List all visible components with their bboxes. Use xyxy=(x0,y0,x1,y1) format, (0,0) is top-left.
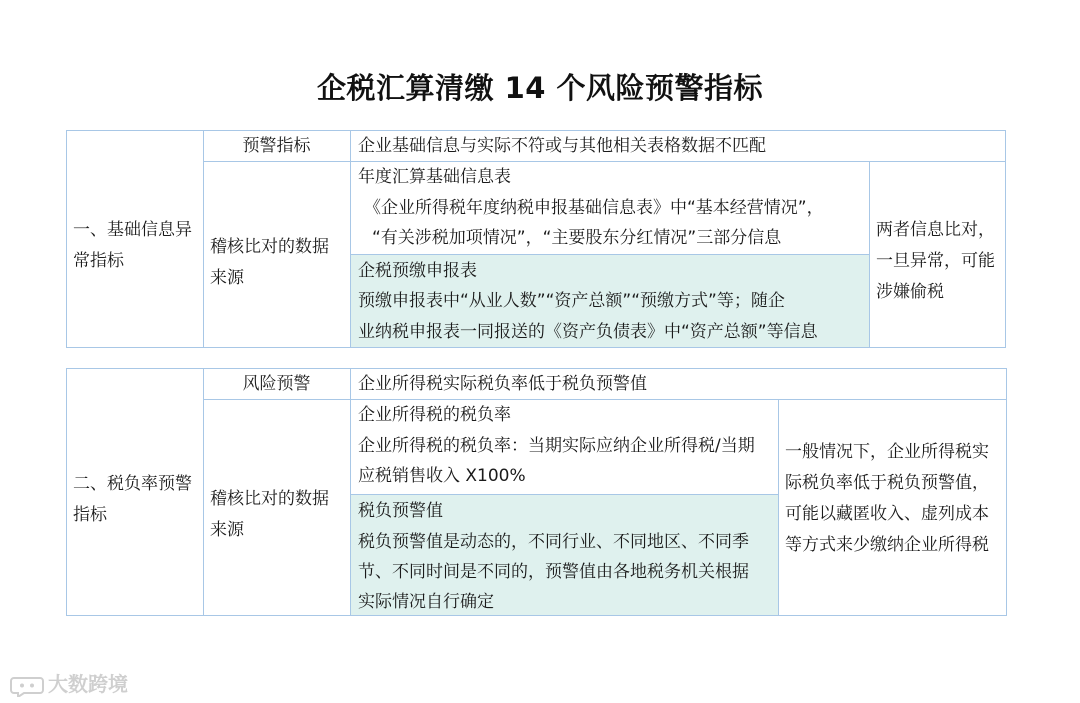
section1-source-b-text-1: 预缴申报表中“从业人数”“资产总额”“预缴方式”等；随企 xyxy=(358,291,785,311)
section1-risk-note: 两者信息比对，一旦异常，可能涉嫌偷税 xyxy=(876,220,995,302)
section1-col-label-indicator: 预警指标 xyxy=(242,136,311,156)
chat-bubble-icon xyxy=(10,675,44,697)
section1-source-b-text-2: 业纳税申报表一同报送的《资产负债表》中“资产总额”等信息 xyxy=(358,322,818,342)
section2-risk-note: 一般情况下，企业所得税实际税负率低于税负预警值，可能以藏匿收入、虚列成本等方式来少缴纳企业所得税 xyxy=(785,442,989,555)
section1-col-label-source: 稽核比对的数据来源 xyxy=(210,237,329,288)
section2-source-a-text-2: 应税销售收入 X100% xyxy=(358,466,526,486)
watermark xyxy=(10,668,128,697)
section1-name: 一、基础信息异常指标 xyxy=(73,220,192,271)
section2-source-b-text-1: 税负预警值是动态的，不同行业、不同地区、不同季 xyxy=(358,532,749,552)
section2-indicator: 企业所得税实际税负率低于税负预警值 xyxy=(358,374,647,394)
section1-indicator: 企业基础信息与实际不符或与其他相关表格数据不匹配 xyxy=(358,136,766,156)
section2-source-a-title: 企业所得税的税负率 xyxy=(358,405,511,425)
section2-source-b-text-2: 节、不同时间是不同的，预警值由各地税务机关根据 xyxy=(358,562,749,582)
section2-source-b-title: 税负预警值 xyxy=(358,501,443,521)
section2-col-label-source: 稽核比对的数据来源 xyxy=(210,489,329,540)
section2-col-label-warning: 风险预警 xyxy=(242,374,311,394)
page-title: 企税汇算清缴 14 个风险预警指标 xyxy=(316,71,764,105)
section2-name: 二、税负率预警指标 xyxy=(73,474,192,525)
section2-source-a-text-1: 企业所得税的税负率：当期实际应纳企业所得税/当期 xyxy=(358,436,755,456)
watermark-text: 大数跨境 xyxy=(48,672,128,696)
section2-source-b-text-3: 实际情况自行确定 xyxy=(358,592,494,612)
section1-source-a-title: 年度汇算基础信息表 xyxy=(358,167,511,187)
section1-source-a-text-2: “有关涉税加项情况”，“主要股东分红情况”三部分信息 xyxy=(372,228,782,248)
section1-source-b-title: 企税预缴申报表 xyxy=(358,261,477,281)
section1-source-a-text-1: 《企业所得税年度纳税申报基础信息表》中“基本经营情况”， xyxy=(364,198,824,218)
